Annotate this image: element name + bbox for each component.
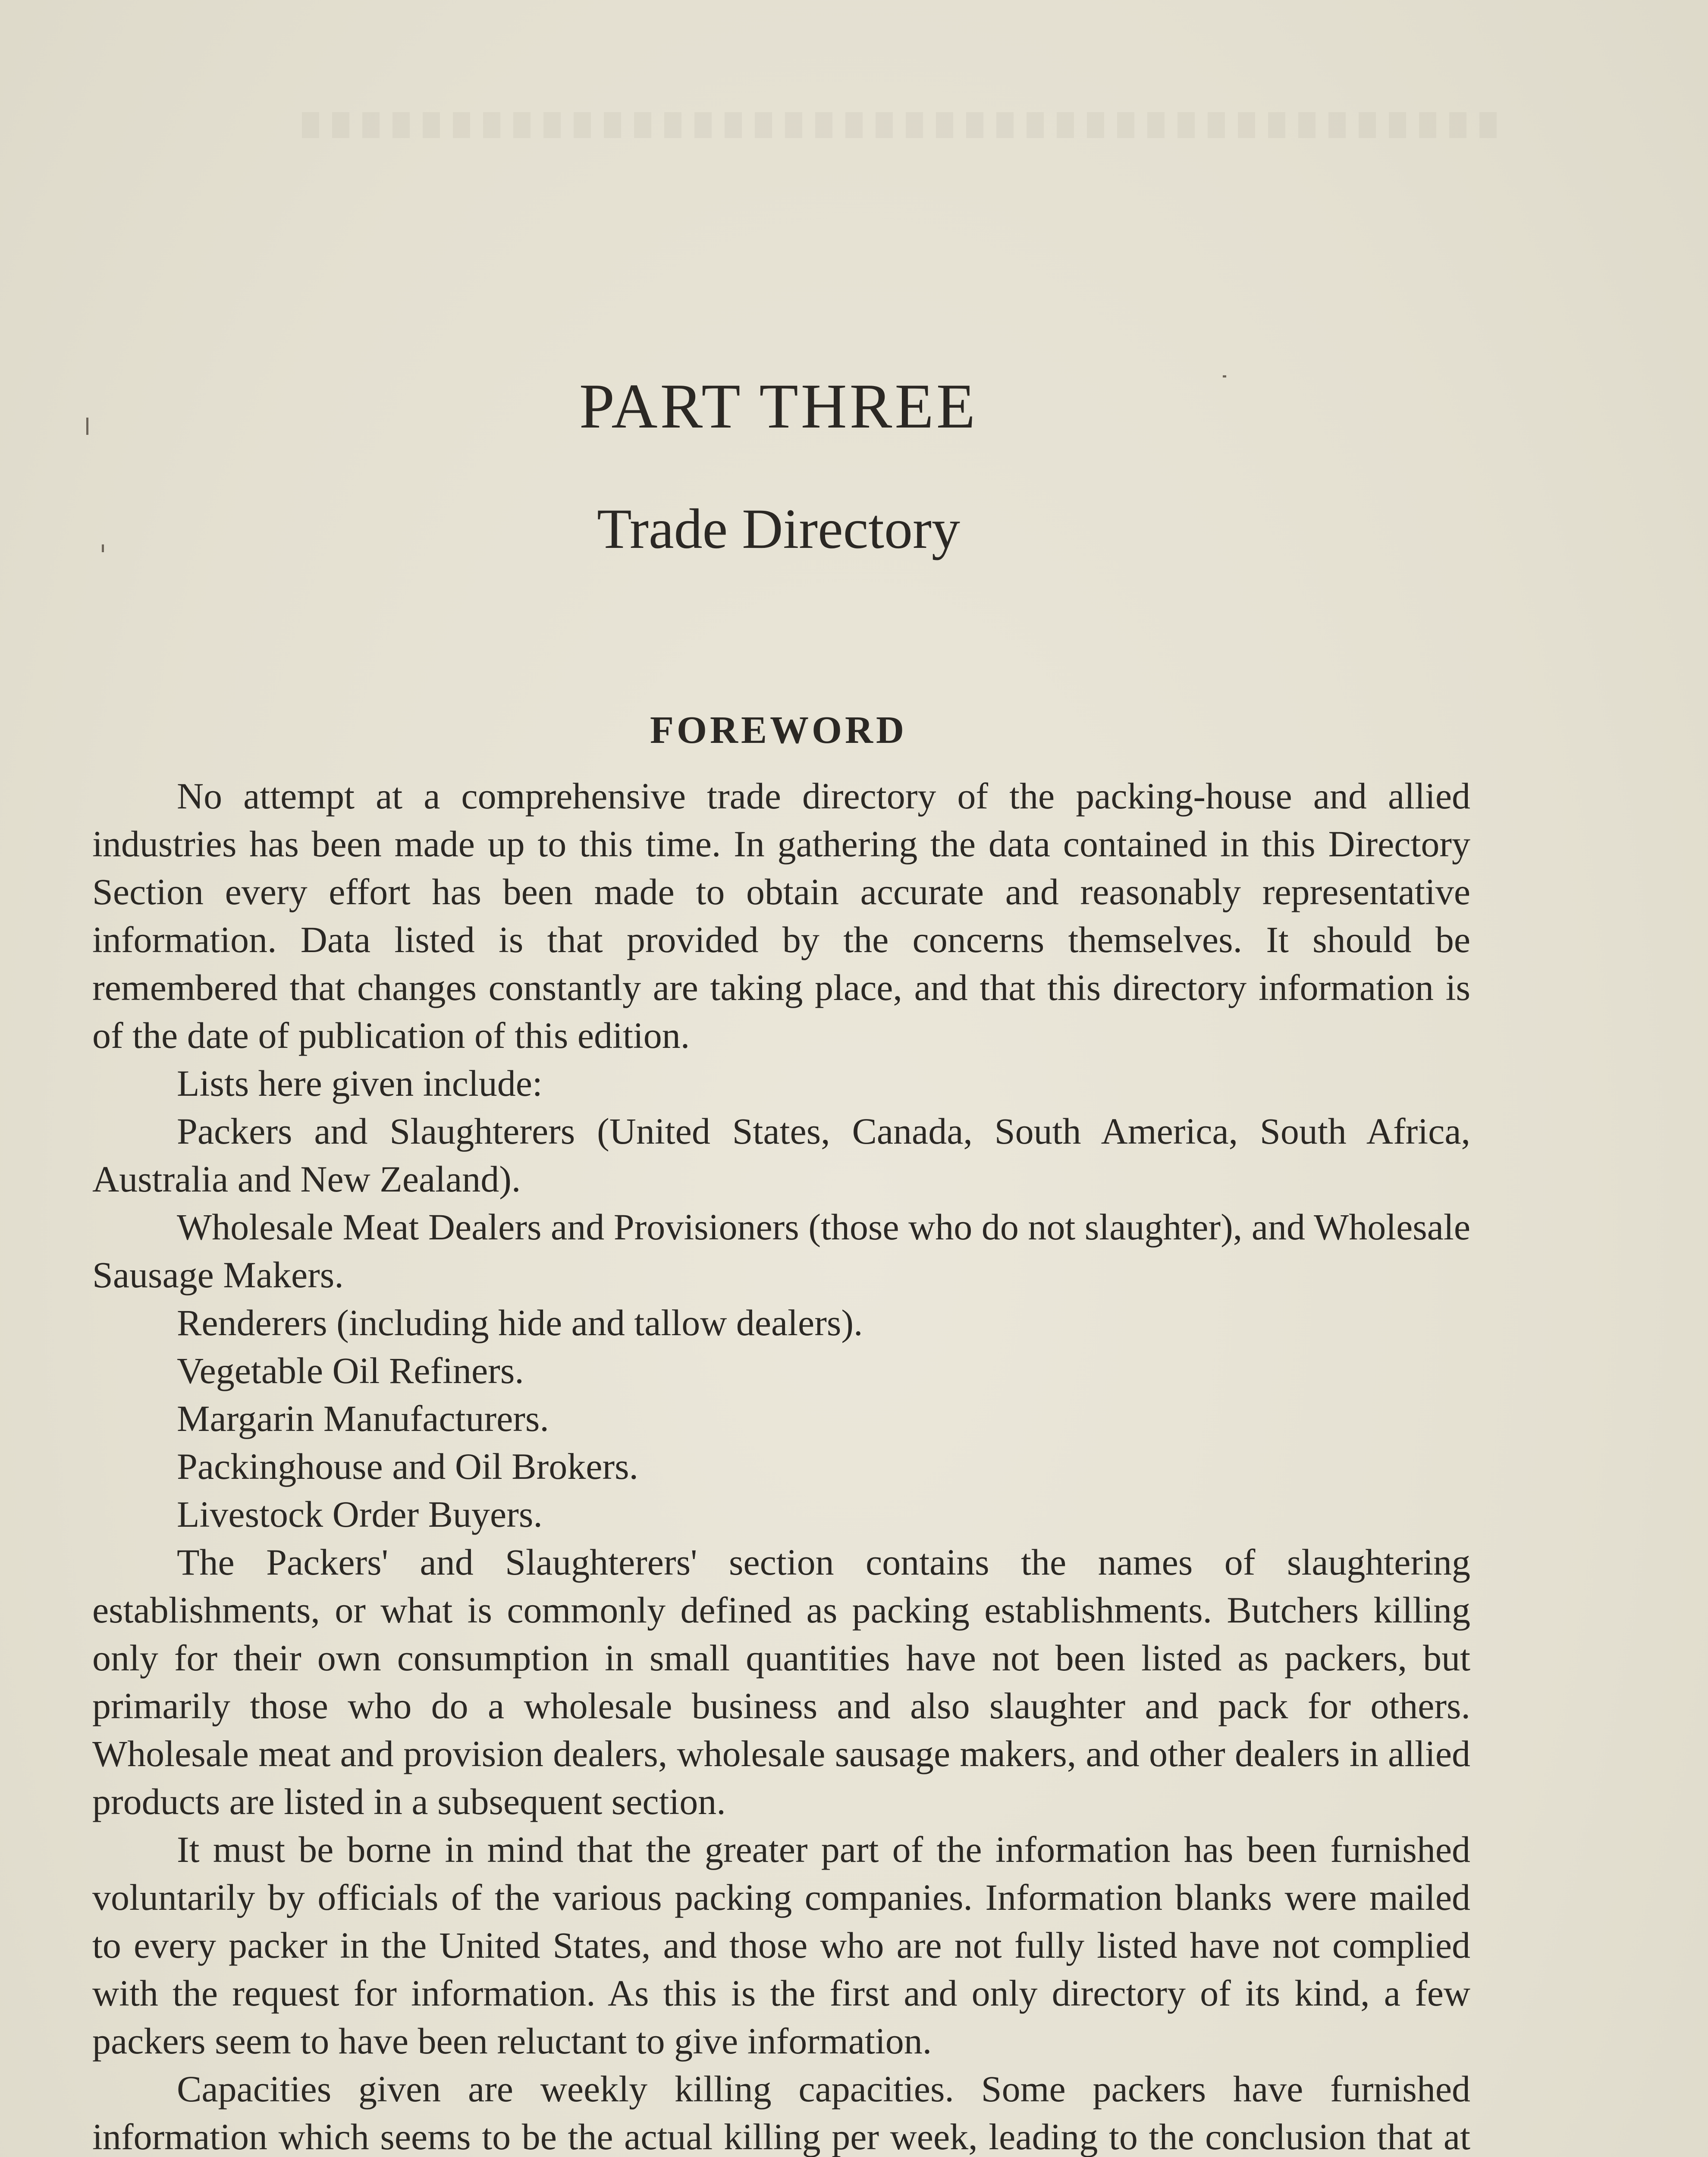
- list-item: Livestock Order Buyers.: [177, 1494, 543, 1535]
- list-item: Packers and Slaughterers (United States, Canada, South America, South Africa, Australia and New Zealand).: [92, 1110, 1470, 1200]
- paragraph: No attempt at a comprehensive trade directory of the packing-house and allied industries has been made up to this time. In gathering the data contained in this Directory Section every effort has been made to obtain accurate and reasonably representative information. Data listed is that provided by the concerns themselves. It should be remembered that changes constantly are taking place, and that this directory information is of the date of publication of this edition.: [92, 775, 1470, 1056]
- section-title: Trade Directory: [597, 497, 960, 560]
- foreword-heading: FOREWORD: [650, 709, 907, 751]
- list-item: Margarin Manufacturers.: [177, 1398, 549, 1439]
- bleed-through-text: [302, 112, 1510, 138]
- paragraph: Lists here given include:: [177, 1063, 543, 1104]
- list-item: Vegetable Oil Refiners.: [177, 1350, 524, 1391]
- part-title: PART THREE: [579, 371, 978, 442]
- foreword-body: [92, 772, 1470, 2157]
- paragraph: Capacities given are weekly killing capacities. Some packers have furnished information which seems to be the actual killing per week, leading to the conclusion that at: [92, 2068, 1470, 2157]
- list-item: Packinghouse and Oil Brokers.: [177, 1446, 639, 1487]
- paragraph: The Packers' and Slaughterers' section contains the names of slaughtering establishments, or what is commonly defined as packing establishments. Butchers killing only for their own consumption in small quantities have not been listed as packers, but primarily those who do a wholesale business and also slaughter and pack for others. Wholesale meat and provision dealers, wholesale sausage makers, and other dealers in allied products are listed in a subsequent section.: [92, 1541, 1470, 1822]
- list-item: Wholesale Meat Dealers and Provisioners (those who do not slaughter), and Wholesale Sausage Makers.: [92, 1206, 1470, 1295]
- paragraph: It must be borne in mind that the greater part of the information has been furnished voluntarily by officials of the various packing companies. Information blanks were mailed to every packer in the United States, and those who are not fully listed have not complied with the request for information. As this is the first and only directory of its kind, a few packers seem to have been reluctant to give information.: [92, 1829, 1470, 2062]
- list-item: Renderers (including hide and tallow dealers).: [177, 1302, 863, 1343]
